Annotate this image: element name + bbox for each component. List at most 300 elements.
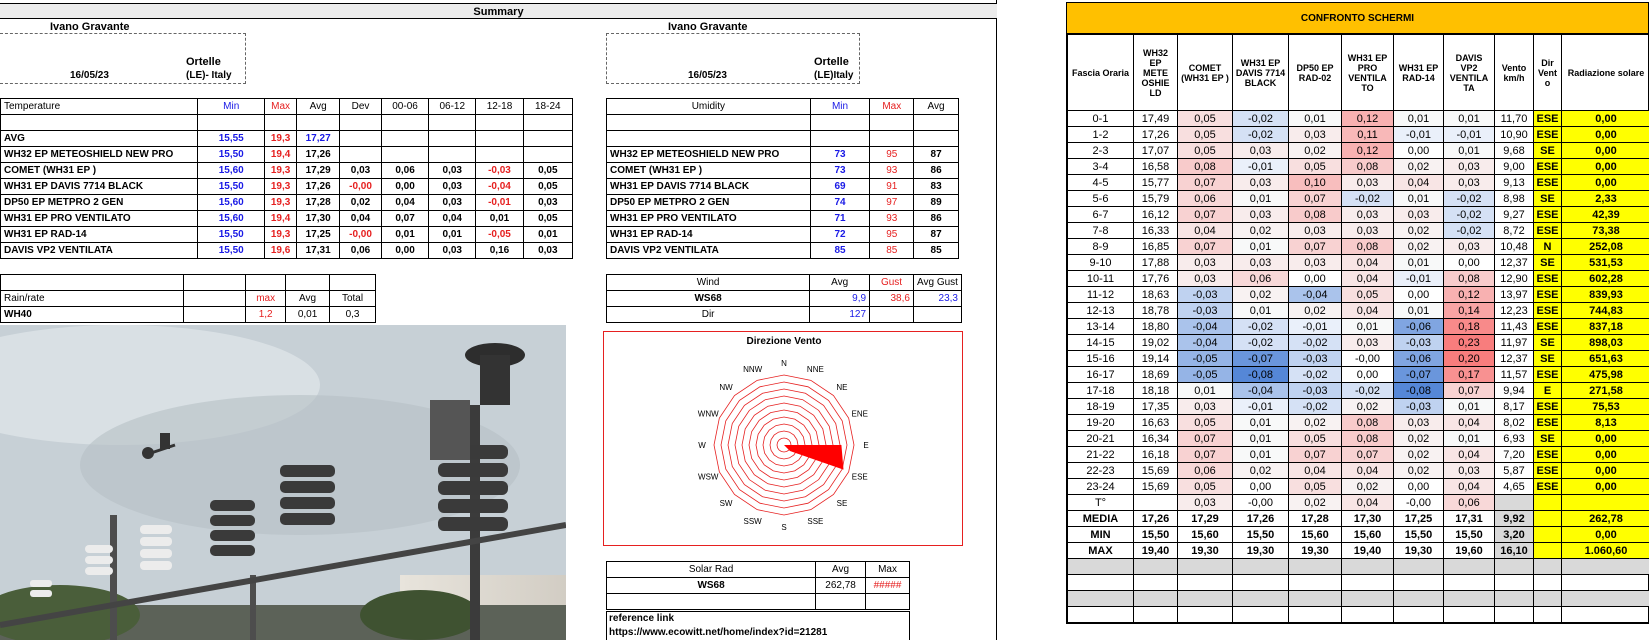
cell: 8,13 (1562, 415, 1649, 431)
cell: 0,02 (1394, 431, 1444, 447)
cell: 18,63 (1134, 287, 1178, 303)
col-header: Fascia Oraria (1068, 35, 1134, 111)
table-row (1068, 319, 1649, 335)
col-header: Max (866, 562, 910, 578)
empty-cell (1562, 607, 1649, 623)
cell: 0,05 (523, 179, 572, 195)
row-label: WH31 EP PRO VENTILATO (1, 211, 198, 227)
cell: -0,01 (1444, 127, 1495, 143)
col-header: Wind (607, 275, 810, 291)
reference-link[interactable]: https://www.ecowitt.net/home/index?id=21281 (609, 627, 828, 638)
cell: ESE (1534, 175, 1562, 191)
cell: 15,60 (198, 211, 265, 227)
col-header: Gust (870, 275, 914, 291)
empty-cell (1394, 575, 1444, 591)
cell: -0,03 (1289, 383, 1342, 399)
cell: -0,02 (1289, 367, 1342, 383)
cell: ESE (1534, 399, 1562, 415)
table-row (1068, 127, 1649, 143)
cell: 0,02 (1342, 479, 1394, 495)
t-row (1068, 495, 1649, 511)
row-label: WH31 EP PRO VENTILATO (607, 211, 811, 227)
temperature-row (1, 179, 573, 195)
table-row (1068, 463, 1649, 479)
empty-cell (1068, 607, 1134, 623)
cell: 17,31 (297, 243, 340, 259)
cell (1495, 495, 1534, 511)
table-row (1068, 159, 1649, 175)
humidity-row (607, 211, 959, 227)
cell: 16,18 (1134, 447, 1178, 463)
col-header: Radiazione solare (1562, 35, 1649, 111)
cell: 17,26 (1134, 511, 1178, 527)
cell: 17,07 (1134, 143, 1178, 159)
cell: 0,00 (1394, 143, 1444, 159)
cell: 9,94 (1495, 383, 1534, 399)
cell: 9,92 (1495, 511, 1534, 527)
cell: 17,30 (1342, 511, 1394, 527)
cell: 15,50 (1444, 527, 1495, 543)
cell: 0,07 (1178, 447, 1233, 463)
cell: 0,08 (1342, 159, 1394, 175)
cell: 0,03 (1394, 415, 1444, 431)
cell: 0,02 (1394, 239, 1444, 255)
cell: 15,60 (1178, 527, 1233, 543)
cell: 0,02 (1342, 399, 1394, 415)
cell: 73 (810, 147, 870, 163)
summary-row-max (1068, 543, 1649, 559)
cell: 13,97 (1495, 287, 1534, 303)
cell: 86 (914, 163, 959, 179)
col-header: max (246, 291, 286, 307)
cell: 0,07 (1444, 383, 1495, 399)
cell: 17,88 (1134, 255, 1178, 271)
cell: 0,01 (1233, 239, 1289, 255)
cell: 0,03 (1289, 127, 1342, 143)
col-header: Temperature (1, 99, 198, 115)
location-city-right: Ortelle (814, 56, 849, 68)
cell: 837,18 (1562, 319, 1649, 335)
cell: 0,14 (1444, 303, 1495, 319)
cell: 15,50 (198, 179, 265, 195)
cell: 21-22 (1068, 447, 1134, 463)
cell: 6,93 (1495, 431, 1534, 447)
cell: 22-23 (1068, 463, 1134, 479)
cell: -0,02 (1233, 111, 1289, 127)
table-row (1068, 351, 1649, 367)
owner-name-right: Ivano Gravante (668, 21, 748, 33)
cell: 0,02 (1394, 447, 1444, 463)
cell: 8,72 (1495, 223, 1534, 239)
empty-cell (1178, 575, 1233, 591)
cell: ESE (1534, 463, 1562, 479)
cell: 0,00 (1562, 527, 1649, 543)
cell: 15,60 (1289, 527, 1342, 543)
cell: 74 (810, 195, 870, 211)
cell: 17,26 (297, 147, 340, 163)
col-header: 18-24 (523, 99, 572, 115)
empty-cell (1233, 591, 1289, 607)
cell: 23,3 (913, 291, 961, 307)
cell: -0,02 (1342, 383, 1394, 399)
cell (429, 147, 476, 163)
temperature-rows (1, 147, 573, 259)
cell: 0,05 (523, 163, 572, 179)
cell: 93 (870, 163, 914, 179)
cell: -0,05 (476, 227, 523, 243)
cell: 0,04 (429, 211, 476, 227)
cell: 12,23 (1495, 303, 1534, 319)
cell: 11,43 (1495, 319, 1534, 335)
owner-name: Ivano Gravante (50, 21, 130, 33)
cell: T° (1068, 495, 1134, 511)
cell: 0,01 (381, 227, 428, 243)
empty-cell (1178, 559, 1233, 575)
cell: N (1534, 239, 1562, 255)
solar-header-row (607, 562, 910, 578)
cell: 9,9 (810, 291, 870, 307)
cell: ESE (1534, 159, 1562, 175)
rose-direction-label: WNW (697, 409, 719, 419)
cell: 0,02 (1394, 223, 1444, 239)
cell: 12,90 (1495, 271, 1534, 287)
cell: 0,01 (1289, 111, 1342, 127)
rose-direction-label: SSE (807, 516, 824, 526)
empty-cell (1134, 575, 1178, 591)
summary-row-media (1068, 511, 1649, 527)
comparison-rows (1068, 35, 1649, 623)
cell: 6-7 (1068, 207, 1134, 223)
cell: 0,01 (476, 211, 523, 227)
rose-fill-area (784, 445, 843, 470)
cell (1534, 527, 1562, 543)
empty-cell (1394, 607, 1444, 623)
row-label: WH31 EP DAVIS 7714 BLACK (1, 179, 198, 195)
blank-row (1068, 575, 1649, 591)
empty-cell (1134, 591, 1178, 607)
cell: 0,07 (1178, 207, 1233, 223)
cell: 0,08 (1342, 415, 1394, 431)
cell: 15,50 (1134, 527, 1178, 543)
col-header: Avg (914, 99, 959, 115)
empty-cell (1495, 575, 1534, 591)
cell: 16,85 (1134, 239, 1178, 255)
empty-cell (1289, 591, 1342, 607)
cell: ESE (1534, 447, 1562, 463)
temperature-row (1, 243, 573, 259)
cell: 0,03 (429, 195, 476, 211)
empty-cell (1068, 559, 1134, 575)
table-spacer-row (607, 594, 910, 610)
empty-cell (1342, 607, 1394, 623)
cell: 17,26 (1233, 511, 1289, 527)
rain-data-row (1, 307, 376, 323)
row-label: WH32 EP METEOSHIELD NEW PRO (1, 147, 198, 163)
empty-cell (1534, 591, 1562, 607)
temperature-table (0, 98, 573, 259)
cell: -0,03 (1178, 287, 1233, 303)
cell: -0,04 (1233, 383, 1289, 399)
cell: 15,79 (1134, 191, 1178, 207)
temperature-row (1, 147, 573, 163)
cell: 0,01 (1342, 319, 1394, 335)
cell: 0,08 (1444, 271, 1495, 287)
cell: 17,27 (297, 131, 340, 147)
cell: 0,03 (1233, 143, 1289, 159)
col-header: Dir Vent o (1534, 35, 1562, 111)
row-label: WS68 (607, 578, 816, 594)
cell: 0,03 (429, 179, 476, 195)
cell: MAX (1068, 543, 1134, 559)
cell: -0,00 (1342, 351, 1394, 367)
col-header: Avg Gust (913, 275, 961, 291)
cell: -0,04 (1289, 287, 1342, 303)
cell: 16,33 (1134, 223, 1178, 239)
row-label: DP50 EP METPRO 2 GEN (607, 195, 811, 211)
col-header: WH31 EP DAVIS 7714 BLACK (1233, 35, 1289, 111)
cell: 17-18 (1068, 383, 1134, 399)
cell: SE (1534, 351, 1562, 367)
row-label: DAVIS VP2 VENTILATA (607, 243, 811, 259)
location-city: Ortelle (186, 56, 221, 68)
cell: 23-24 (1068, 479, 1134, 495)
cell: 0,03 (429, 243, 476, 259)
cell: 18,78 (1134, 303, 1178, 319)
empty-cell (1534, 559, 1562, 575)
col-header: Vento km/h (1495, 35, 1534, 111)
table-row (1068, 255, 1649, 271)
report-date: 16/05/23 (70, 70, 109, 81)
cell: 898,03 (1562, 335, 1649, 351)
cell: -0,07 (1233, 351, 1289, 367)
cell: 0,05 (1289, 479, 1342, 495)
cell: 0,03 (1342, 175, 1394, 191)
cell: 5,87 (1495, 463, 1534, 479)
cell: 17,25 (1394, 511, 1444, 527)
cell: -0,01 (1394, 127, 1444, 143)
cell: 12,37 (1495, 255, 1534, 271)
table-row (1068, 143, 1649, 159)
empty-cell (1444, 559, 1495, 575)
cell: 0,00 (1289, 271, 1342, 287)
cell: 17,49 (1134, 111, 1178, 127)
cell: 0,05 (1289, 431, 1342, 447)
cell: 0,08 (1289, 207, 1342, 223)
cell: 262,78 (1562, 511, 1649, 527)
col-header: Min (810, 99, 870, 115)
table-row (1068, 335, 1649, 351)
cell: ESE (1534, 207, 1562, 223)
cell: 0,05 (1178, 479, 1233, 495)
rose-direction-label: ENE (851, 409, 868, 419)
cell: 0,04 (1444, 479, 1495, 495)
cell: 11,70 (1495, 111, 1534, 127)
cell: 8-9 (1068, 239, 1134, 255)
cell: -0,06 (1394, 319, 1444, 335)
col-header: Rain/rate (1, 291, 184, 307)
cell: 0,01 (1233, 431, 1289, 447)
cell: 0,03 (340, 163, 382, 179)
cell: 0,00 (1562, 143, 1649, 159)
cell: 17,35 (1134, 399, 1178, 415)
cell: 0,02 (1394, 159, 1444, 175)
cell: 16-17 (1068, 367, 1134, 383)
cell: 0,03 (1342, 223, 1394, 239)
cell: 15,50 (198, 243, 265, 259)
empty-cell (1495, 607, 1534, 623)
empty-cell (1233, 607, 1289, 623)
cell: 5-6 (1068, 191, 1134, 207)
cell: 15-16 (1068, 351, 1134, 367)
cell: -0,02 (1233, 335, 1289, 351)
cell: 839,93 (1562, 287, 1649, 303)
cell: 0,17 (1444, 367, 1495, 383)
row-label: Dir (607, 307, 810, 323)
table-spacer-row (607, 115, 959, 131)
rose-direction-label: WSW (698, 472, 719, 482)
reference-label: reference link (609, 613, 675, 624)
cell: -0,01 (1233, 159, 1289, 175)
cell: 3,20 (1495, 527, 1534, 543)
cell: ESE (1534, 111, 1562, 127)
col-header: WH31 EP RAD-14 (1394, 35, 1444, 111)
cell: 2,33 (1562, 191, 1649, 207)
humidity-row (607, 179, 959, 195)
wind-rose-panel (603, 331, 963, 546)
table-spacer-row (1, 275, 376, 291)
cell: 73 (810, 163, 870, 179)
cell: 18,69 (1134, 367, 1178, 383)
cell: 16,12 (1134, 207, 1178, 223)
cell: 3-4 (1068, 159, 1134, 175)
cell: 0,03 (1178, 495, 1233, 511)
cell: 0,04 (340, 211, 382, 227)
cell: 85 (870, 243, 914, 259)
table-row (1068, 303, 1649, 319)
rose-direction-label: S (781, 523, 787, 532)
cell: SE (1534, 431, 1562, 447)
cell: 0,04 (1444, 415, 1495, 431)
humidity-row (607, 243, 959, 259)
table-row (1068, 111, 1649, 127)
rain-header-row (1, 291, 376, 307)
cell: 11,97 (1495, 335, 1534, 351)
cell: 83 (914, 179, 959, 195)
cell: 0,00 (1394, 287, 1444, 303)
rose-direction-label: ESE (851, 472, 868, 482)
cell: 0,00 (1342, 367, 1394, 383)
empty-cell (1342, 559, 1394, 575)
cell: 0,06 (1178, 191, 1233, 207)
rose-direction-label: SW (719, 498, 733, 508)
cell: 73,38 (1562, 223, 1649, 239)
cell: 0,07 (381, 211, 428, 227)
cell: -0,02 (1289, 399, 1342, 415)
humidity-row (607, 195, 959, 211)
cell: 0,02 (1233, 223, 1289, 239)
comparison-header-row (1068, 35, 1649, 111)
cell: 19,3 (264, 227, 296, 243)
wind-rose-title: Direzione Vento (746, 336, 822, 347)
cell: 0,04 (1178, 223, 1233, 239)
col-header: DAVIS VP2 VENTILA TA (1444, 35, 1495, 111)
cell: 75,53 (1562, 399, 1649, 415)
cell: 0,03 (523, 195, 572, 211)
cell: 15,50 (1233, 527, 1289, 543)
empty-cell (1134, 607, 1178, 623)
cell: 0,00 (1562, 159, 1649, 175)
cell: 15,77 (1134, 175, 1178, 191)
wind-table (606, 274, 962, 323)
empty-cell (1178, 607, 1233, 623)
cell (1134, 495, 1178, 511)
empty-cell (1562, 575, 1649, 591)
cell: 0,00 (1562, 175, 1649, 191)
empty-cell (1289, 575, 1342, 591)
cell: 0,04 (1342, 495, 1394, 511)
cell: 0,05 (1178, 143, 1233, 159)
cell: 72 (810, 227, 870, 243)
cell: 97 (870, 195, 914, 211)
cell: 19,60 (1444, 543, 1495, 559)
cell: -0,06 (1394, 351, 1444, 367)
temperature-header-row (1, 99, 573, 115)
cell: 13-14 (1068, 319, 1134, 335)
cell: 18,18 (1134, 383, 1178, 399)
cell: SE (1534, 335, 1562, 351)
cell: 0,02 (1289, 143, 1342, 159)
location-region-right: (LE)Italy (814, 70, 854, 81)
humidity-row (607, 163, 959, 179)
cell: 0,01 (1444, 143, 1495, 159)
cell: -0,00 (340, 179, 382, 195)
cell: 651,63 (1562, 351, 1649, 367)
cell: 9,68 (1495, 143, 1534, 159)
cell: 10,48 (1495, 239, 1534, 255)
cell: MEDIA (1068, 511, 1134, 527)
cell: ESE (1534, 479, 1562, 495)
col-header: 00-06 (381, 99, 428, 115)
cell: SE (1534, 191, 1562, 207)
cell: 602,28 (1562, 271, 1649, 287)
rose-direction-label: NE (836, 383, 848, 393)
rose-direction-label: SSW (743, 516, 762, 526)
cell: -0,00 (1233, 495, 1289, 511)
cell: 0,00 (1562, 431, 1649, 447)
cell: 0,00 (1562, 463, 1649, 479)
cell: 531,53 (1562, 255, 1649, 271)
cell: 0,03 (1289, 255, 1342, 271)
empty-cell (1444, 607, 1495, 623)
cell: 0,05 (1178, 111, 1233, 127)
cell: SE (1534, 255, 1562, 271)
cell (340, 147, 382, 163)
cell: SE (1534, 143, 1562, 159)
cell: 86 (914, 211, 959, 227)
cell: 0,05 (523, 211, 572, 227)
temperature-avg-row (1, 131, 573, 147)
wind-rose-chart (604, 347, 964, 547)
cell: 0,00 (1562, 127, 1649, 143)
col-header: Avg (816, 562, 866, 578)
cell: 16,63 (1134, 415, 1178, 431)
cell: 19,14 (1134, 351, 1178, 367)
cell: 9,27 (1495, 207, 1534, 223)
col-header: COMET (WH31 EP ) (1178, 35, 1233, 111)
cell: 0,03 (1178, 271, 1233, 287)
rose-direction-label: SE (836, 498, 848, 508)
cell: 252,08 (1562, 239, 1649, 255)
